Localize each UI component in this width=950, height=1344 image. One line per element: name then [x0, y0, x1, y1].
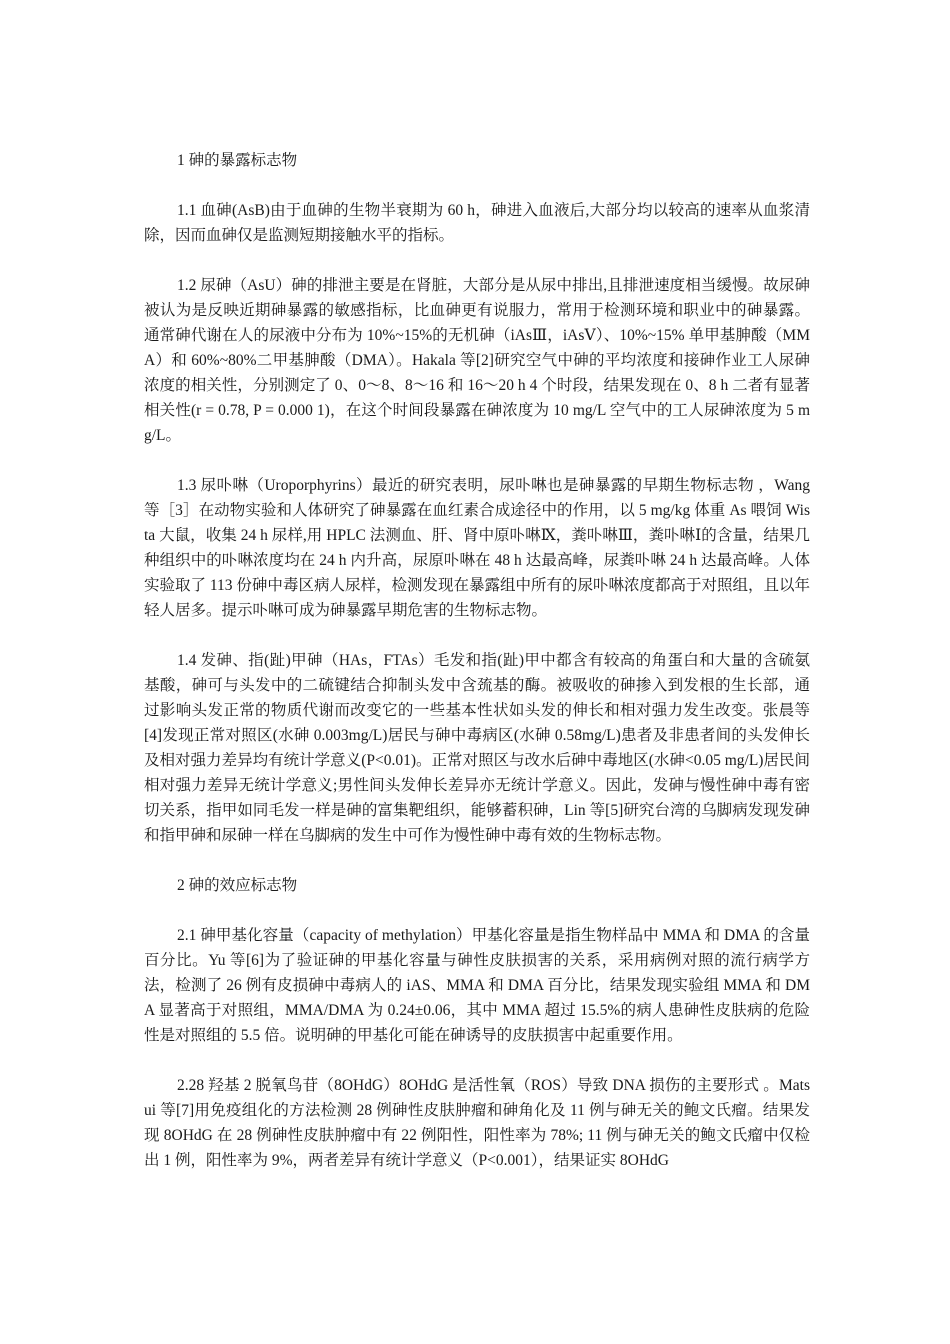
paragraph: 1.4 发砷、指(趾)甲砷（HAs，FTAs）毛发和指(趾)甲中都含有较高的角蛋白和大量的含硫氨基酸，砷可与头发中的二硫键结合抑制头发中含巯基的酶。被吸收的砷掺入到发根的生长部，通过影响头发正常的物质代谢而改变它的一些基本性状如头发的伸长和相对强力发生改变。张晨等[4]发现正常对照区(水砷 0.003mg/L)居民与砷中毒病区(水砷 0.58mg/L)患者及非患者间的头发伸长及相对强力差异均有统计学意义(P<0.01)。正常对照区与改水后砷中毒地区(水砷<0.05 mg/L)居民间相对强力差异无统计学意义;男性间头发伸长差异亦无统计学意义。因此，发砷与慢性砷中毒有密切关系，指甲如同毛发一样是砷的富集靶组织，能够蓄积砷，Lin 等[5]研究台湾的乌脚病发现发砷和指甲砷和尿砷一样在乌脚病的发生中可作为慢性砷中毒有效的生物标志物。 — [144, 652, 810, 844]
paragraph: 1.1 血砷(AsB)由于血砷的生物半衰期为 60 h，砷进入血液后,大部分均以较高的速率从血浆清除，因而血砷仅是监测短期接触水平的指标。 — [144, 202, 810, 244]
section-heading: 1 砷的暴露标志物 — [177, 152, 298, 169]
paragraph: 1.3 尿卟啉（Uroporphyrins）最近的研究表明，尿卟啉也是砷暴露的早期生物标志物 ，Wang 等［3］在动物实验和人体研究了砷暴露在血红素合成途径中的作用，以 5 mg/kg 体重 As 喂饲 Wista 大鼠，收集 24 h 尿样,用 HPLC 法测血、肝、肾中原卟啉Ⅸ，粪卟啉Ⅲ，粪卟啉Ⅰ的含量，结果几种组织中的卟啉浓度均在 24 h 内升高，尿原卟啉在 48 h 达最高峰，尿粪卟啉 24 h 达最高峰。人体实验取了 113 份砷中毒区病人尿样，检测发现在暴露组中所有的尿卟啉浓度都高于对照组，且以年轻人居多。提示卟啉可成为砷暴露早期危害的生物标志物。 — [144, 477, 810, 619]
section-heading: 2 砷的效应标志物 — [177, 877, 298, 894]
paragraph: 1.2 尿砷（AsU）砷的排泄主要是在肾脏，大部分是从尿中排出,且排泄速度相当缓慢。故尿砷被认为是反映近期砷暴露的敏感指标，比血砷更有说服力，常用于检测环境和职业中的砷暴露。通常砷代谢在人的尿液中分布为 10%~15%的无机砷（iAsⅢ，iAsⅤ）、10%~15% 单甲基胂酸（MMA）和 60%~80%二甲基胂酸（DMA）。Hakala 等[2]研究空气中砷的平均浓度和接砷作业工人尿砷浓度的相关性，分别测定了 0、0～8、8～16 和 16～20 h 4 个时段，结果发现在 0、8 h 二者有显著相关性(r = 0.78, P = 0.000 1)，在这个时间段暴露在砷浓度为 10 mg/L 空气中的工人尿砷浓度为 5 mg/L。 — [144, 277, 810, 444]
paragraph: 2.28 羟基 2 脱氧鸟苷（8OHdG）8OHdG 是活性氧（ROS）导致 DNA 损伤的主要形式 。Matsui 等[7]用免疫组化的方法检测 28 例砷性皮肤肿瘤和砷角化及 11 例与砷无关的鲍文氏瘤。结果发现 8OHdG 在 28 例砷性皮肤肿瘤中有 22 例阳性，阳性率为 78%; 11 例与砷无关的鲍文氏瘤中仅检出 1 例，阳性率为 9%，两者差异有统计学意义（P<0.001），结果证实 8OHdG — [144, 1077, 810, 1169]
document-body — [144, 148, 810, 1173]
paragraph: 2.1 砷甲基化容量（capacity of methylation）甲基化容量是指生物样品中 MMA 和 DMA 的含量百分比。Yu 等[6]为了验证砷的甲基化容量与砷性皮肤损害的关系，采用病例对照的流行病学方法，检测了 26 例有皮损砷中毒病人的 iAS、MMA 和 DMA 百分比，结果发现实验组 MMA 和 DMA 显著高于对照组，MMA/DMA 为 0.24±0.06，其中 MMA 超过 15.5%的病人患砷性皮肤病的危险性是对照组的 5.5 倍。说明砷的甲基化可能在砷诱导的皮肤损害中起重要作用。 — [144, 927, 810, 1044]
